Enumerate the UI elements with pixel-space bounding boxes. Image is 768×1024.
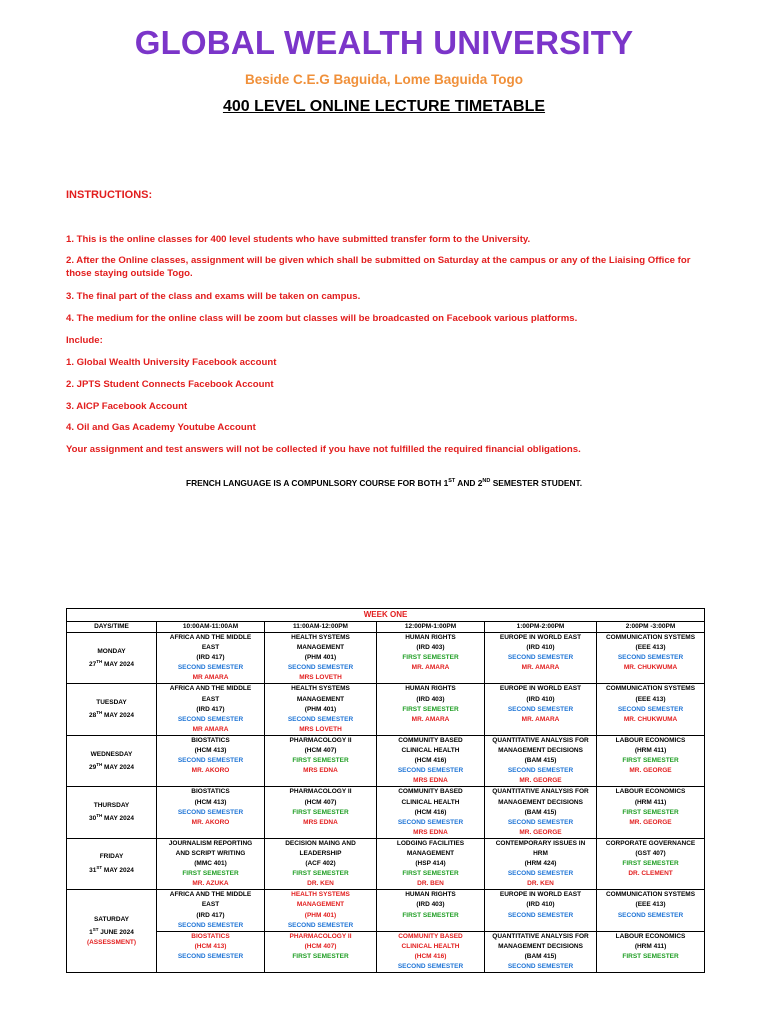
semester-label: SECOND SEMESTER	[507, 818, 574, 826]
day-cell	[67, 787, 157, 838]
course-cell	[485, 931, 597, 972]
semester-label: SECOND SEMESTER	[177, 757, 244, 765]
course-title: COMMUNICATION SYSTEMS	[605, 891, 696, 899]
course-title: HUMAN RIGHTS	[405, 634, 456, 641]
course-cell	[377, 684, 485, 735]
table-row	[67, 890, 705, 931]
lecturer-name: MRS LOVETH	[299, 674, 342, 682]
lecturer-name: MR AMARA	[192, 674, 229, 682]
course-title: COMMUNICATION SYSTEMS	[605, 685, 696, 693]
course-title: (GST 407)	[635, 849, 666, 857]
course-title: EUROPE IN WORLD EAST	[499, 891, 582, 899]
date-ordinal: ST	[92, 926, 99, 932]
university-address: Beside C.E.G Baguida, Lome Baguida Togo	[244, 72, 524, 87]
semester-label: FIRST SEMESTER	[292, 757, 349, 765]
course-cell	[157, 633, 265, 684]
course-title: LABOUR ECONOMICS	[615, 736, 686, 744]
course-cell	[157, 931, 265, 972]
table-row	[67, 787, 705, 838]
course-title: EAST	[201, 695, 220, 703]
course-cell	[157, 684, 265, 735]
course-title: BIOSTATICS	[191, 788, 230, 796]
date-number: 1	[89, 928, 93, 936]
course-title: (PHM 401)	[304, 705, 337, 713]
course-title: PHARMACOLOGY II	[289, 788, 352, 796]
instruction-item: 1. This is the online classes for 400 level students who have submitted transfer form to the University.	[66, 234, 531, 245]
day-date	[68, 811, 155, 824]
header-row	[67, 622, 705, 633]
course-title: EAST	[201, 901, 220, 909]
course-cell	[597, 838, 705, 889]
lecturer-name: MR AMARA	[192, 725, 229, 733]
course-title: COMMUNITY BASED	[398, 932, 463, 940]
semester-label: FIRST SEMESTER	[402, 870, 459, 878]
course-title: (HCM 407)	[304, 747, 337, 755]
course-cell	[157, 735, 265, 786]
semester-label: FIRST SEMESTER	[402, 705, 459, 713]
course-cell	[485, 890, 597, 931]
semester-label: SECOND SEMESTER	[507, 870, 574, 878]
instruction-item: 2. JPTS Student Connects Facebook Account	[66, 379, 274, 390]
course-title: QUANTITATIVE ANALYSIS FOR	[492, 788, 589, 796]
course-cell	[157, 838, 265, 889]
column-header: 12:00PM-1:00PM	[377, 622, 485, 633]
course-cell	[265, 684, 377, 735]
day-cell	[67, 633, 157, 684]
column-header: 1:00PM-2:00PM	[485, 622, 597, 633]
semester-label: SECOND SEMESTER	[617, 911, 684, 919]
course-title: JOURNALISM REPORTING	[168, 839, 253, 847]
course-title: (HCM 416)	[414, 757, 447, 765]
lecturer-name: MR. GEORGE	[519, 828, 562, 836]
lecturer-name: MRS EDNA	[413, 828, 448, 836]
semester-label: SECOND SEMESTER	[287, 715, 354, 723]
lecturer-name: MR. CHUKWUMA	[623, 715, 678, 723]
lecturer-name: MR. GEORGE	[519, 777, 562, 785]
course-title: (IRD 410)	[526, 644, 555, 652]
day-cell	[67, 890, 157, 973]
lecturer-name: MR. AKORO	[191, 818, 230, 826]
semester-label: SECOND SEMESTER	[177, 808, 244, 816]
semester-label: SECOND SEMESTER	[507, 767, 574, 775]
course-cell	[157, 890, 265, 931]
course-title: (HCM 416)	[414, 808, 447, 816]
semester-label: FIRST SEMESTER	[622, 808, 679, 816]
semester-label: SECOND SEMESTER	[177, 952, 244, 960]
course-title: (MMC 401)	[194, 860, 227, 868]
course-title: AFRICA AND THE MIDDLE	[169, 634, 252, 641]
course-cell	[265, 838, 377, 889]
course-title: LEADERSHIP	[299, 849, 342, 857]
course-title: BIOSTATICS	[191, 736, 230, 744]
lecturer-name: MRS EDNA	[303, 767, 338, 775]
semester-label: SECOND SEMESTER	[287, 921, 354, 929]
french-language-note: FRENCH LANGUAGE IS A COMPUNLSORY COURSE FOR BOTH 1ST AND 2ND SEMESTER STUDENT.	[185, 478, 583, 488]
course-title: HRM	[533, 849, 548, 857]
course-title: (IRD 410)	[526, 695, 555, 703]
day-name: THURSDAY	[93, 801, 130, 809]
course-cell	[597, 735, 705, 786]
semester-label: FIRST SEMESTER	[292, 952, 349, 960]
course-title: (HCM 413)	[194, 798, 227, 806]
date-number: 28	[88, 712, 97, 720]
course-title: CONTEMPORARY ISSUES IN	[495, 839, 586, 847]
course-title: (HSP 414)	[415, 860, 446, 868]
course-cell	[265, 931, 377, 972]
day-cell	[67, 838, 157, 889]
course-cell	[485, 684, 597, 735]
course-cell	[485, 735, 597, 786]
day-name: MONDAY	[97, 647, 126, 655]
course-title: (IRD 403)	[416, 644, 445, 652]
date-month-year: MAY 2024	[102, 763, 135, 771]
course-cell	[377, 838, 485, 889]
course-cell	[157, 787, 265, 838]
semester-label: SECOND SEMESTER	[397, 963, 464, 970]
course-title: (IRD 417)	[196, 654, 225, 662]
instruction-item: 2. After the Online classes, assignment will be given which shall be submitted on Saturday at the campus or any of the Liaising Office for those staying outside Togo.	[66, 255, 691, 279]
date-ordinal: TH	[96, 710, 103, 716]
course-title: MANAGEMENT	[296, 695, 345, 703]
column-header: 10:00AM-11:00AM	[157, 622, 265, 633]
lecturer-name: DR. CLEMENT	[628, 870, 673, 878]
date-number: 30	[88, 815, 97, 823]
course-title: (BAM 415)	[524, 808, 557, 816]
course-title: CLINICAL HEALTH	[401, 798, 460, 806]
date-month-year: MAY 2024	[102, 866, 134, 874]
course-title: COMMUNITY BASED	[398, 788, 463, 796]
course-cell	[485, 787, 597, 838]
course-title: HUMAN RIGHTS	[405, 891, 456, 899]
course-title: EUROPE IN WORLD EAST	[499, 685, 582, 693]
semester-label: SECOND SEMESTER	[507, 911, 574, 919]
course-title: HUMAN RIGHTS	[405, 685, 456, 693]
course-title: PHARMACOLOGY II	[289, 932, 352, 940]
column-header: 11:00AM-12:00PM	[265, 622, 377, 633]
day-cell	[67, 735, 157, 786]
course-title: EAST	[201, 644, 220, 652]
semester-label: FIRST SEMESTER	[292, 870, 349, 878]
university-name: GLOBAL WEALTH UNIVERSITY	[134, 24, 634, 61]
lecturer-name: MR. GEORGE	[629, 818, 672, 826]
course-title: (EEE 413)	[635, 644, 666, 652]
semester-label: SECOND SEMESTER	[177, 715, 244, 723]
lecturer-name: DR. KEN	[307, 880, 334, 888]
course-title: HEALTH SYSTEMS	[291, 634, 350, 641]
lecturer-name: MRS LOVETH	[299, 725, 342, 733]
course-title: (IRD 410)	[526, 901, 555, 909]
course-title: MANAGEMENT DECISIONS	[498, 942, 583, 950]
course-title: (IRD 403)	[416, 695, 445, 703]
timetable-title: 400 LEVEL ONLINE LECTURE TIMETABLE	[222, 98, 546, 115]
column-header: 2:00PM -3:00PM	[597, 622, 705, 633]
course-title: LABOUR ECONOMICS	[615, 788, 686, 796]
semester-label: SECOND SEMESTER	[397, 818, 464, 826]
course-title: EUROPE IN WORLD EAST	[499, 634, 582, 641]
instruction-item: Include:	[66, 335, 103, 346]
date-number: 29	[88, 763, 97, 771]
instructions-heading: INSTRUCTIONS:	[66, 189, 153, 201]
course-title: LODGING FACILITIES	[396, 839, 465, 847]
course-cell	[485, 838, 597, 889]
table-row	[67, 633, 705, 684]
semester-label: FIRST SEMESTER	[402, 654, 459, 662]
course-title: (HCM 407)	[304, 798, 337, 806]
course-title: (EEE 413)	[635, 901, 666, 909]
course-cell	[265, 787, 377, 838]
course-cell	[377, 931, 485, 972]
table-row	[67, 931, 705, 972]
day-date	[68, 657, 155, 670]
lecturer-name: MR. AKORO	[191, 767, 230, 775]
instruction-item: 3. AICP Facebook Account	[66, 401, 188, 412]
date-number: 31	[89, 866, 97, 874]
course-cell	[377, 735, 485, 786]
column-header: DAYS/TIME	[67, 622, 157, 633]
timetable-body	[67, 633, 705, 973]
course-title: CORPORATE GOVERNANCE	[605, 839, 696, 847]
course-title: (IRD 417)	[196, 911, 225, 919]
lecture-timetable	[66, 608, 705, 973]
semester-label: SECOND SEMESTER	[507, 963, 574, 970]
course-title: CLINICAL HEALTH	[401, 942, 460, 950]
lecturer-name: MR. AMARA	[411, 715, 450, 723]
date-month-year: JUNE 2024	[98, 928, 134, 936]
course-cell	[597, 890, 705, 931]
course-title: MANAGEMENT	[296, 644, 345, 652]
course-title: QUANTITATIVE ANALYSIS FOR	[492, 932, 589, 940]
course-title: (HCM 416)	[414, 952, 447, 960]
lecturer-name: MR. AMARA	[521, 664, 560, 672]
instruction-item: Your assignment and test answers will not be collected if you have not fulfilled the required financial obligations.	[66, 444, 581, 455]
date-month-year: MAY 2024	[102, 660, 135, 668]
course-title: (ACF 402)	[305, 860, 336, 868]
course-cell	[377, 787, 485, 838]
instruction-item: 4. The medium for the online class will be zoom but classes will be broadcasted on Facebook various platforms.	[66, 313, 578, 324]
course-title: MANAGEMENT DECISIONS	[498, 798, 583, 806]
day-date	[68, 925, 155, 938]
day-name: WEDNESDAY	[90, 750, 133, 758]
lecturer-name: MR. AMARA	[411, 664, 450, 672]
course-title: COMMUNITY BASED	[398, 736, 463, 744]
date-ordinal: TH	[96, 813, 103, 819]
lecturer-name: MR. CHUKWUMA	[623, 664, 678, 672]
course-title: AFRICA AND THE MIDDLE	[169, 685, 252, 693]
day-name: FRIDAY	[99, 853, 124, 861]
course-title: (HCM 407)	[304, 942, 337, 950]
course-cell	[265, 633, 377, 684]
semester-label: FIRST SEMESTER	[292, 808, 349, 816]
course-title: COMMUNICATION SYSTEMS	[605, 634, 696, 641]
course-title: (HRM 411)	[634, 747, 667, 755]
lecturer-name: DR. KEN	[527, 880, 554, 888]
course-title: MANAGEMENT	[406, 849, 455, 857]
day-date	[68, 708, 155, 721]
course-title: BIOSTATICS	[191, 932, 230, 940]
course-title: MANAGEMENT	[296, 901, 345, 909]
date-month-year: MAY 2024	[102, 712, 135, 720]
semester-label: FIRST SEMESTER	[622, 757, 679, 765]
course-title: (HRM 411)	[634, 798, 667, 806]
date-ordinal: TH	[96, 761, 103, 767]
course-cell	[485, 633, 597, 684]
course-title: (HRM 424)	[524, 860, 557, 868]
course-title: LABOUR ECONOMICS	[615, 932, 686, 940]
course-title: CLINICAL HEALTH	[401, 747, 460, 755]
date-month-year: MAY 2024	[102, 815, 135, 823]
course-title: (IRD 417)	[196, 705, 225, 713]
course-title: AFRICA AND THE MIDDLE	[169, 891, 252, 899]
lecturer-name: MR. AMARA	[521, 715, 560, 723]
instruction-item: 1. Global Wealth University Facebook account	[66, 357, 277, 368]
semester-label: SECOND SEMESTER	[287, 664, 354, 672]
course-title: HEALTH SYSTEMS	[291, 685, 350, 693]
day-name: SATURDAY	[93, 915, 130, 923]
semester-label: SECOND SEMESTER	[617, 654, 684, 662]
date-ordinal: TH	[96, 658, 103, 664]
course-title: AND SCRIPT WRITING	[175, 849, 246, 857]
course-title: HEALTH SYSTEMS	[291, 891, 350, 899]
course-title: QUANTITATIVE ANALYSIS FOR	[492, 736, 589, 744]
course-cell	[597, 931, 705, 972]
course-cell	[597, 684, 705, 735]
day-name: TUESDAY	[96, 699, 127, 707]
lecturer-name: MRS EDNA	[413, 777, 448, 785]
lecturer-name: MR. GEORGE	[629, 767, 672, 775]
semester-label: FIRST SEMESTER	[182, 870, 239, 878]
table-row	[67, 838, 705, 889]
date-ordinal: ST	[96, 864, 103, 870]
semester-label: SECOND SEMESTER	[507, 654, 574, 662]
semester-label: FIRST SEMESTER	[622, 952, 679, 960]
lecturer-name: DR. BEN	[417, 880, 444, 888]
course-title: (BAM 415)	[524, 952, 557, 960]
table-row	[67, 684, 705, 735]
course-cell	[265, 735, 377, 786]
lecturer-name: MR. AZUKA	[192, 880, 229, 888]
week-label: WEEK ONE	[67, 609, 705, 622]
semester-label: SECOND SEMESTER	[617, 705, 684, 713]
course-cell	[597, 787, 705, 838]
course-cell	[377, 633, 485, 684]
course-title: (IRD 403)	[416, 901, 445, 909]
instruction-item: 4. Oil and Gas Academy Youtube Account	[66, 422, 256, 433]
assessment-note: (ASSESSMENT)	[86, 938, 137, 946]
course-cell	[265, 890, 377, 931]
course-cell	[597, 633, 705, 684]
course-title: (HRM 411)	[634, 942, 667, 950]
semester-label: FIRST SEMESTER	[622, 860, 679, 868]
course-title: (HCM 413)	[194, 747, 227, 755]
course-title: PHARMACOLOGY II	[289, 736, 352, 744]
course-title: (PHM 401)	[304, 654, 337, 662]
table-row	[67, 735, 705, 786]
semester-label: SECOND SEMESTER	[177, 664, 244, 672]
course-cell	[377, 890, 485, 931]
course-title: DECISION MAING AND	[285, 839, 356, 847]
course-title: (HCM 413)	[194, 942, 227, 950]
semester-label: SECOND SEMESTER	[397, 767, 464, 775]
day-cell	[67, 684, 157, 735]
semester-label: SECOND SEMESTER	[507, 705, 574, 713]
lecturer-name: MRS EDNA	[303, 818, 338, 826]
course-title: (EEE 413)	[635, 695, 666, 703]
course-title: (PHM 401)	[304, 911, 337, 919]
course-title: MANAGEMENT DECISIONS	[498, 747, 583, 755]
day-date	[68, 863, 155, 876]
semester-label: FIRST SEMESTER	[402, 911, 459, 919]
date-number: 27	[88, 660, 97, 668]
day-date	[68, 760, 155, 773]
semester-label: SECOND SEMESTER	[177, 921, 244, 929]
course-title: (BAM 415)	[524, 757, 557, 765]
instruction-item: 3. The final part of the class and exams will be taken on campus.	[66, 291, 361, 302]
